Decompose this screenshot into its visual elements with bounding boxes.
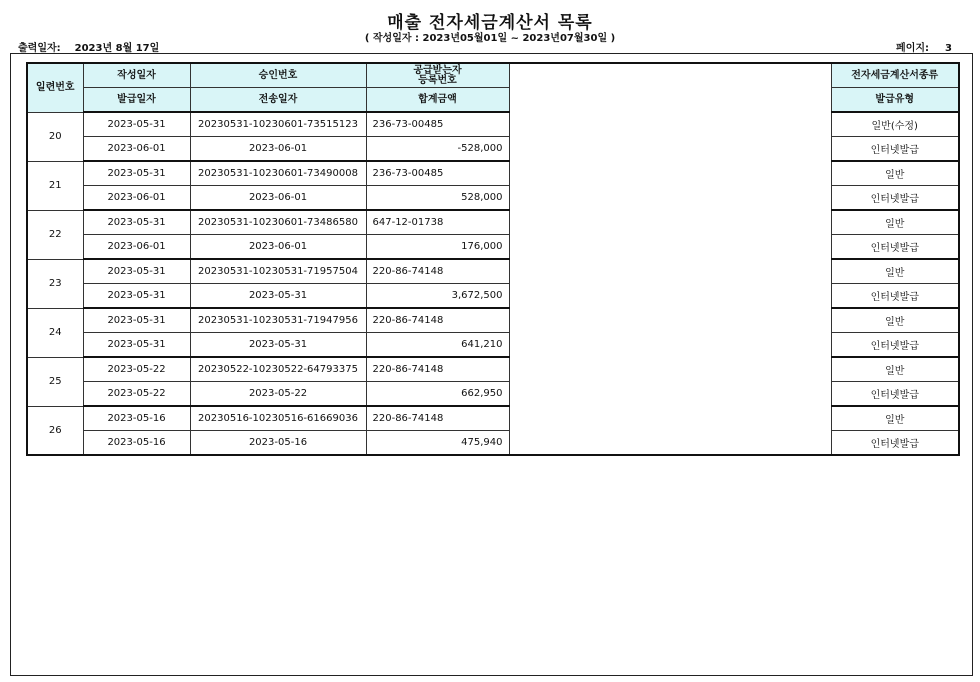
cell-total-amount: 528,000 [366, 186, 509, 211]
cell-approval-no: 20230531-10230531-71957504 [190, 259, 366, 284]
cell-send-date: 2023-06-01 [190, 137, 366, 162]
cell-issue-kind: 인터넷발급 [831, 235, 959, 260]
cell-buyer-reg-no: 220-86-74148 [366, 308, 509, 333]
cell-total-amount: 475,940 [366, 431, 509, 456]
cell-total-amount: 662,950 [366, 382, 509, 407]
table-header [27, 63, 959, 112]
cell-send-date: 2023-06-01 [190, 186, 366, 211]
col-header-write-date: 작성일자 [83, 63, 190, 88]
col-header-issue-date: 발급일자 [83, 88, 190, 113]
table-row [27, 112, 959, 137]
page-number [896, 39, 952, 54]
cell-buyer-reg-no: 220-86-74148 [366, 406, 509, 431]
cell-issue-date: 2023-05-16 [83, 431, 190, 456]
print-date-value: 2023년 8월 17일 [74, 43, 160, 54]
cell-blank [509, 161, 831, 210]
invoice-record [27, 308, 959, 357]
cell-send-date: 2023-05-22 [190, 382, 366, 407]
col-header-seq: 일련번호 [27, 63, 83, 112]
col-header-send-date: 전송일자 [190, 88, 366, 113]
table-row [27, 308, 959, 333]
invoice-record [27, 210, 959, 259]
cell-total-amount: 3,672,500 [366, 284, 509, 309]
cell-issue-kind: 인터넷발급 [831, 186, 959, 211]
cell-blank [509, 406, 831, 455]
cell-buyer-reg-no: 647-12-01738 [366, 210, 509, 235]
cell-buyer-reg-no: 236-73-00485 [366, 112, 509, 137]
cell-send-date: 2023-05-16 [190, 431, 366, 456]
col-header-approval-no: 승인번호 [190, 63, 366, 88]
cell-write-date: 2023-05-31 [83, 308, 190, 333]
cell-seq: 23 [27, 259, 83, 308]
cell-total-amount: 641,210 [366, 333, 509, 358]
cell-write-date: 2023-05-31 [83, 210, 190, 235]
cell-issue-date: 2023-05-31 [83, 333, 190, 358]
table-row [27, 161, 959, 186]
cell-send-date: 2023-05-31 [190, 284, 366, 309]
report-title: 매출 전자세금계산서 목록 [387, 13, 593, 33]
cell-issue-date: 2023-05-22 [83, 382, 190, 407]
cell-write-date: 2023-05-22 [83, 357, 190, 382]
cell-total-amount: -528,000 [366, 137, 509, 162]
cell-issue-kind: 인터넷발급 [831, 382, 959, 407]
col-header-buyer-reg-no-text: 공급받는자 등록번호 [413, 64, 462, 86]
cell-issue-kind: 인터넷발급 [831, 333, 959, 358]
invoice-record [27, 259, 959, 308]
cell-seq: 21 [27, 161, 83, 210]
report-date-range: ( 작성일자 : 2023년05월01일 ~ 2023년07월30일 ) [364, 33, 616, 44]
cell-write-date: 2023-05-31 [83, 259, 190, 284]
cell-buyer-reg-no: 220-86-74148 [366, 357, 509, 382]
invoice-record [27, 112, 959, 161]
cell-invoice-type: 일반 [831, 357, 959, 382]
cell-approval-no: 20230531-10230601-73490008 [190, 161, 366, 186]
cell-send-date: 2023-06-01 [190, 235, 366, 260]
table-row [27, 259, 959, 284]
print-date [18, 39, 159, 54]
table-row [27, 210, 959, 235]
cell-invoice-type: 일반 [831, 406, 959, 431]
cell-blank [509, 308, 831, 357]
col-header-issue-kind: 발급유형 [831, 88, 959, 113]
col-header-buyer-reg-no [366, 63, 509, 88]
cell-seq: 20 [27, 112, 83, 161]
cell-approval-no: 20230522-10230522-64793375 [190, 357, 366, 382]
cell-seq: 24 [27, 308, 83, 357]
cell-approval-no: 20230531-10230531-71947956 [190, 308, 366, 333]
cell-seq: 22 [27, 210, 83, 259]
cell-issue-date: 2023-06-01 [83, 137, 190, 162]
cell-invoice-type: 일반 [831, 308, 959, 333]
cell-issue-kind: 인터넷발급 [831, 284, 959, 309]
cell-issue-date: 2023-06-01 [83, 235, 190, 260]
invoice-record [27, 357, 959, 406]
cell-blank [509, 210, 831, 259]
print-date-label: 출력일자: [18, 43, 61, 54]
cell-seq: 25 [27, 357, 83, 406]
cell-write-date: 2023-05-31 [83, 161, 190, 186]
cell-approval-no: 20230531-10230601-73486580 [190, 210, 366, 235]
cell-blank [509, 112, 831, 161]
cell-blank [509, 259, 831, 308]
col-header-invoice-type: 전자세금계산서종류 [831, 63, 959, 88]
invoice-record [27, 161, 959, 210]
invoice-record [27, 406, 959, 455]
cell-invoice-type: 일반 [831, 161, 959, 186]
cell-issue-date: 2023-05-31 [83, 284, 190, 309]
cell-issue-date: 2023-06-01 [83, 186, 190, 211]
cell-send-date: 2023-05-31 [190, 333, 366, 358]
cell-buyer-reg-no: 236-73-00485 [366, 161, 509, 186]
col-header-total-amount: 합계금액 [366, 88, 509, 113]
cell-invoice-type: 일반(수정) [831, 112, 959, 137]
cell-invoice-type: 일반 [831, 259, 959, 284]
cell-issue-kind: 인터넷발급 [831, 431, 959, 456]
page-number-value: 3 [945, 43, 952, 54]
page-number-label: 페이지: [896, 43, 930, 54]
cell-buyer-reg-no: 220-86-74148 [366, 259, 509, 284]
invoice-table [26, 62, 960, 456]
cell-invoice-type: 일반 [831, 210, 959, 235]
cell-blank [509, 357, 831, 406]
cell-issue-kind: 인터넷발급 [831, 137, 959, 162]
cell-approval-no: 20230516-10230516-61669036 [190, 406, 366, 431]
cell-approval-no: 20230531-10230601-73515123 [190, 112, 366, 137]
cell-write-date: 2023-05-16 [83, 406, 190, 431]
cell-seq: 26 [27, 406, 83, 455]
table-row [27, 357, 959, 382]
cell-total-amount: 176,000 [366, 235, 509, 260]
blank-column [509, 63, 831, 112]
cell-write-date: 2023-05-31 [83, 112, 190, 137]
table-row [27, 406, 959, 431]
